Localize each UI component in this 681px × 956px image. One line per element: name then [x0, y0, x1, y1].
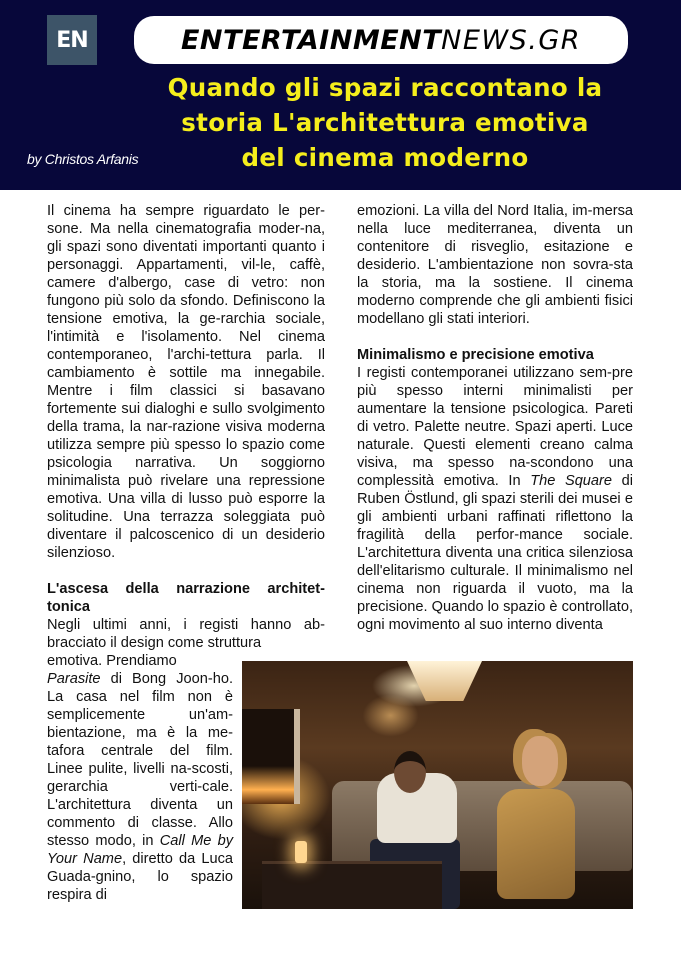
section-heading: Minimalismo e precisione emotiva	[357, 347, 594, 363]
section-paragraph: Negli ultimi anni, i registi hanno ab-bracciato il design come struttura	[47, 617, 325, 651]
photo-fireplace	[242, 709, 300, 804]
film-title: The Square	[530, 473, 613, 489]
section-paragraph-continued	[47, 652, 233, 904]
photo-woman-head	[522, 736, 558, 786]
spacer	[357, 328, 633, 346]
film-title: Call Me by Your Name	[47, 833, 234, 867]
spacer	[47, 562, 325, 580]
site-brand-logo[interactable]	[134, 16, 628, 64]
photo-chandelier	[407, 661, 482, 701]
article-photo	[242, 661, 633, 909]
section-paragraph	[357, 364, 633, 634]
author-byline: by Christos Arfanis	[27, 151, 139, 167]
film-title: Parasite	[47, 671, 101, 687]
masthead	[0, 0, 681, 190]
text-run: , diretto da Luca Guada-gnino, lo spazio respira di	[47, 851, 233, 903]
brand-name-light: NEWS.GR	[441, 24, 582, 56]
brand-name-bold: ENTERTAINMENT	[180, 24, 442, 56]
wrapped-paragraph	[47, 652, 233, 904]
text-run: di Ruben Östlund, gli spazi sterili dei musei e gli ambienti urbani raffinati riflettono la fragilità della perfor-mance sociale. L'architettura diventa una critica silenziosa dell'elitarismo culturale. Il minimalismo nel cinema non riguarda il vuoto, ma la precisione. Quando lo spazio è controllato, ogni movimento al suo interno diventa	[357, 473, 633, 633]
section-paragraph-continued: emozioni. La villa del Nord Italia, im-mersa nella luce mediterranea, diventa un contenitore di risveglio, esitazione e desiderio. L'ambientazione non sovra-sta la storia, ma la sostiene. Il cinema moderno comprende che gli ambienti fisici modellano gli stati interiori.	[357, 203, 633, 327]
headline-line: Quando gli spazi raccontano la	[167, 73, 603, 102]
headline-line: storia L'architettura emotiva	[181, 108, 589, 137]
text-run: di Bong Joon-ho. La casa nel film non è semplicemente un'am-bientazione, ma è la me-tafora centrale del film. Linee pulite, livelli na-scosti, gerarchia verti-cale. L'architettura diventa un commento di classe. Allo stesso modo, in	[47, 671, 233, 849]
article-headline	[140, 70, 630, 175]
headline-line: del cinema moderno	[241, 143, 529, 172]
intro-paragraph: Il cinema ha sempre riguardato le per-sone. Ma nella cinematografia moder-na, gli spazi sono diventati importanti quanto i personaggi. Appartamenti, vil-le, caffè, camere d'albergo, case di vetro: non fungono più solo da sfondo. Definiscono la tensione emotiva, la ge-rarchia sociale, l'intimità e l'isolamento. Nel cinema contemporaneo, l'archi-tettura parla. Il cambiamento è sottile ma innegabile. Mentre i film classici si basavano fortemente sui dialoghi e sullo svolgimento della trama, la nar-razione visiva moderna utilizza sempre più spesso lo spazio come psicologia narrativa. Un soggiorno minimalista può rivelare una repressione emotiva. Una villa di lusso può esporre la solitudine. Una terrazza soleggiata può diventare il palcoscenico di un desiderio silenzioso.	[47, 203, 325, 561]
photo-woman-dress	[497, 789, 575, 899]
photo-candle	[295, 841, 307, 863]
text-run: I registi contemporanei utilizzano sem-pre più spesso interni minimalisti per aumentare la tensione psicologica. Pareti di vetro. Palette neutre. Spazi aperti. Luce naturale. Questi elementi creano calma visiva, ma spesso na-scondono una complessità emotiva. In	[357, 365, 633, 489]
article-column-right	[357, 202, 633, 634]
photo-coffee-table	[262, 861, 442, 909]
photo-man-head	[394, 751, 426, 793]
site-logo-badge[interactable]: EN	[47, 15, 97, 65]
section-heading: L'ascesa della narrazione architet-tonica	[47, 581, 325, 615]
text-run: emotiva. Prendiamo	[47, 653, 177, 669]
